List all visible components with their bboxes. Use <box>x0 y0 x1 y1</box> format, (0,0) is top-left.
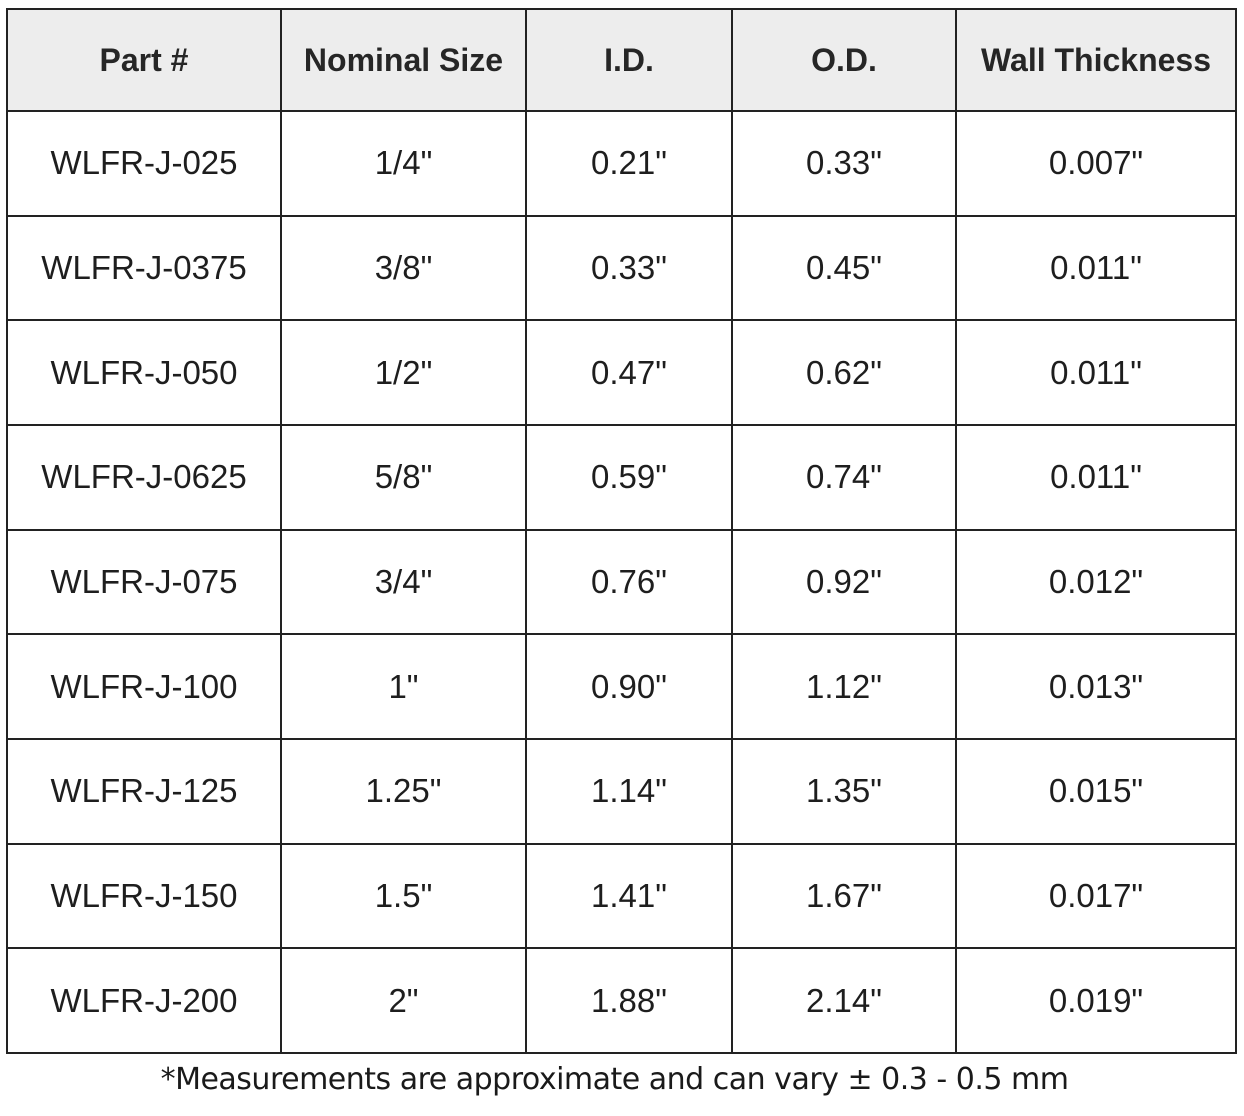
cell-nominal-size: 3/4" <box>281 530 526 635</box>
cell-outer-diameter: 1.35" <box>732 739 956 844</box>
table-row <box>7 530 1236 635</box>
cell-outer-diameter: 1.12" <box>732 634 956 739</box>
cell-outer-diameter: 0.92" <box>732 530 956 635</box>
header-inner-diameter: I.D. <box>526 9 732 111</box>
cell-outer-diameter: 0.33" <box>732 111 956 216</box>
cell-part-number: WLFR-J-150 <box>7 844 281 949</box>
cell-nominal-size: 5/8" <box>281 425 526 530</box>
header-row <box>7 9 1236 111</box>
cell-wall-thickness: 0.007" <box>956 111 1236 216</box>
cell-part-number: WLFR-J-050 <box>7 320 281 425</box>
cell-wall-thickness: 0.011" <box>956 425 1236 530</box>
cell-wall-thickness: 0.011" <box>956 216 1236 321</box>
table-row <box>7 320 1236 425</box>
table-body <box>7 111 1236 1053</box>
table-row <box>7 634 1236 739</box>
cell-part-number: WLFR-J-125 <box>7 739 281 844</box>
cell-wall-thickness: 0.011" <box>956 320 1236 425</box>
cell-outer-diameter: 0.45" <box>732 216 956 321</box>
cell-inner-diameter: 0.33" <box>526 216 732 321</box>
table-row <box>7 844 1236 949</box>
cell-wall-thickness: 0.015" <box>956 739 1236 844</box>
cell-part-number: WLFR-J-025 <box>7 111 281 216</box>
cell-outer-diameter: 0.62" <box>732 320 956 425</box>
cell-wall-thickness: 0.019" <box>956 948 1236 1053</box>
cell-part-number: WLFR-J-200 <box>7 948 281 1053</box>
cell-nominal-size: 1/2" <box>281 320 526 425</box>
table-row <box>7 216 1236 321</box>
header-outer-diameter: O.D. <box>732 9 956 111</box>
table-row <box>7 111 1236 216</box>
cell-wall-thickness: 0.012" <box>956 530 1236 635</box>
cell-inner-diameter: 1.88" <box>526 948 732 1053</box>
measurement-footnote: *Measurements are approximate and can vary ± 0.3 - 0.5 mm <box>160 1062 1069 1097</box>
cell-inner-diameter: 0.21" <box>526 111 732 216</box>
cell-inner-diameter: 0.76" <box>526 530 732 635</box>
cell-inner-diameter: 0.47" <box>526 320 732 425</box>
table-row <box>7 739 1236 844</box>
cell-outer-diameter: 2.14" <box>732 948 956 1053</box>
cell-inner-diameter: 0.59" <box>526 425 732 530</box>
table-row <box>7 948 1236 1053</box>
table-header <box>7 9 1236 111</box>
cell-outer-diameter: 1.67" <box>732 844 956 949</box>
cell-nominal-size: 1.5" <box>281 844 526 949</box>
header-nominal-size: Nominal Size <box>281 9 526 111</box>
cell-inner-diameter: 1.41" <box>526 844 732 949</box>
cell-inner-diameter: 0.90" <box>526 634 732 739</box>
cell-nominal-size: 2" <box>281 948 526 1053</box>
cell-inner-diameter: 1.14" <box>526 739 732 844</box>
cell-wall-thickness: 0.013" <box>956 634 1236 739</box>
cell-part-number: WLFR-J-0625 <box>7 425 281 530</box>
cell-outer-diameter: 0.74" <box>732 425 956 530</box>
cell-nominal-size: 1.25" <box>281 739 526 844</box>
cell-wall-thickness: 0.017" <box>956 844 1236 949</box>
cell-nominal-size: 1/4" <box>281 111 526 216</box>
cell-part-number: WLFR-J-0375 <box>7 216 281 321</box>
header-part-number: Part # <box>7 9 281 111</box>
cell-nominal-size: 3/8" <box>281 216 526 321</box>
specifications-table <box>6 8 1237 1054</box>
table-row <box>7 425 1236 530</box>
cell-nominal-size: 1" <box>281 634 526 739</box>
header-wall-thickness: Wall Thickness <box>956 9 1236 111</box>
cell-part-number: WLFR-J-075 <box>7 530 281 635</box>
cell-part-number: WLFR-J-100 <box>7 634 281 739</box>
